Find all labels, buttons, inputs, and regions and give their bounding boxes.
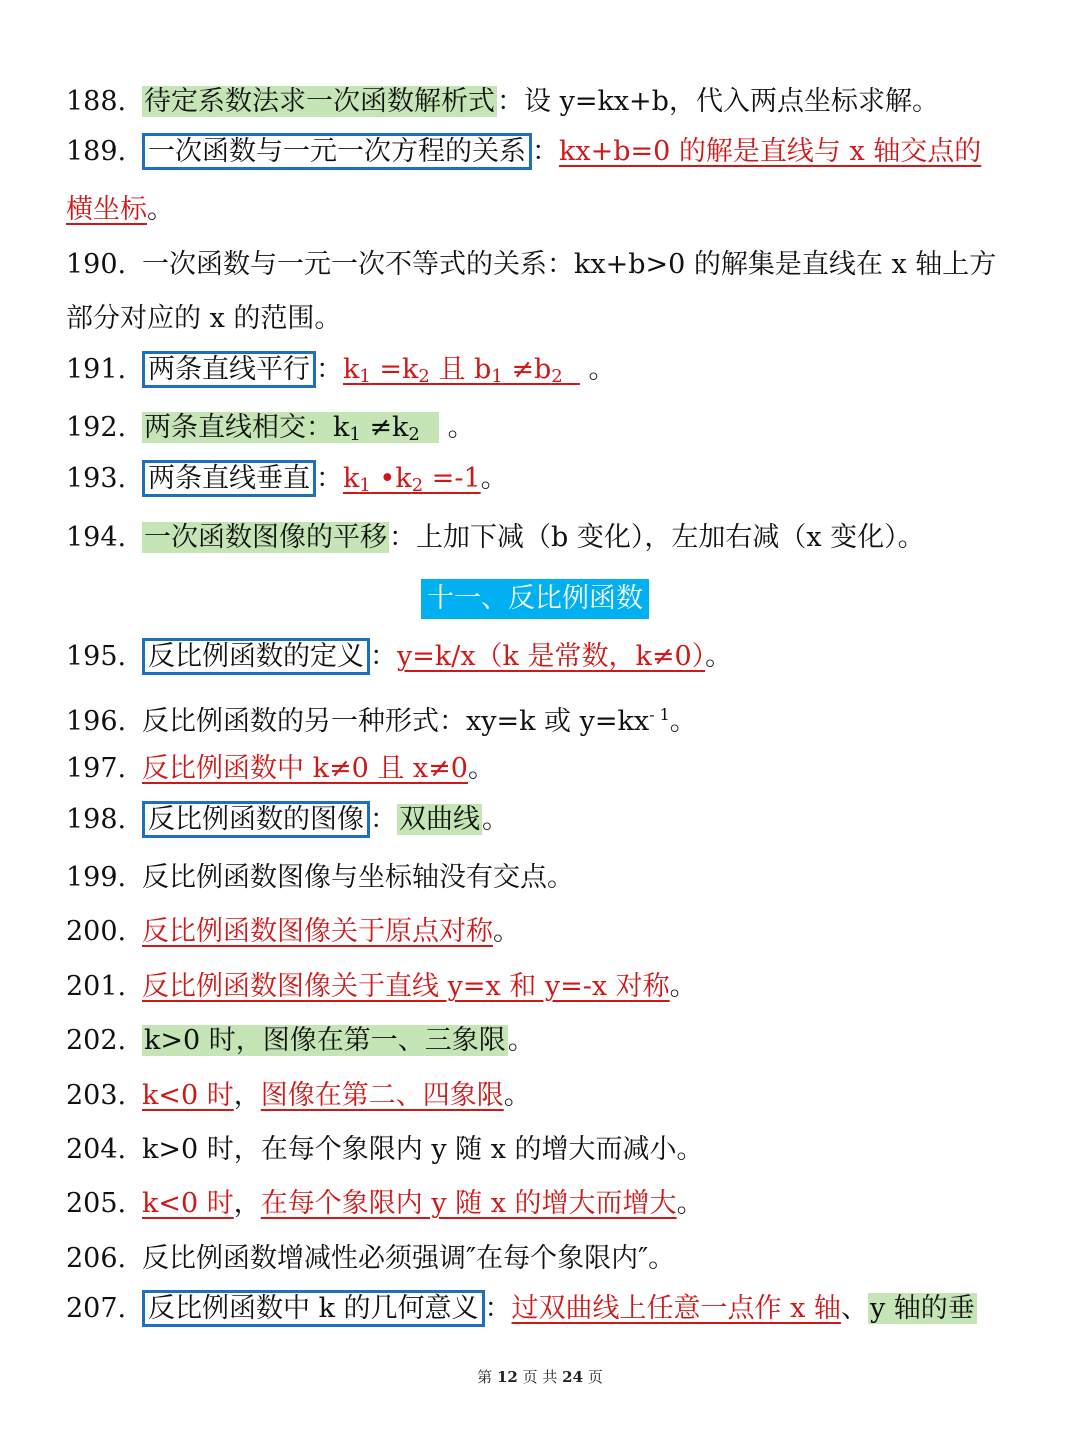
item-text: 反比例函数增减性必须强调″在每个象限内″。 [142, 1243, 676, 1274]
total-page-count: 24 [562, 1368, 584, 1386]
item-text: 。 [669, 971, 697, 1002]
highlight-term: y 轴的垂 [869, 1293, 975, 1324]
red-underlined-text: 反比例函数中 k≠0 且 x≠0 [142, 753, 468, 784]
item-number: 201. [66, 971, 127, 1002]
item-number: 203. [66, 1080, 127, 1111]
item-number: 196. [66, 706, 127, 737]
list-item-199 [66, 858, 574, 898]
list-item-192 [66, 408, 475, 448]
red-underlined-text: kx+b=0 的解是直线与 x 轴交点的 [559, 136, 982, 167]
item-number: 207. [66, 1293, 127, 1324]
boxed-term: 反比例函数中 k 的几何意义 [142, 1290, 485, 1327]
red-underlined-text: k<0 时 [142, 1188, 234, 1219]
red-underlined-formula: $k_1$ $•k_2 =-1$ [343, 463, 481, 496]
list-item-203 [66, 1076, 531, 1116]
item-text: 反比例函数图像与坐标轴没有交点。 [142, 862, 574, 893]
list-item-197 [66, 749, 495, 789]
item-text: ： [370, 641, 397, 672]
list-item-206 [66, 1239, 675, 1279]
red-underlined-text: 图像在第二、四象限 [260, 1080, 504, 1111]
red-underlined-text: 在每个象限内 y 随 x 的增大而增大 [260, 1188, 677, 1219]
item-number: 199. [66, 862, 127, 893]
item-number: 204. [66, 1134, 127, 1165]
list-item-207 [66, 1289, 977, 1329]
item-number: 188. [66, 86, 127, 117]
item-text: 。 [503, 1080, 531, 1111]
item-text: 。 [669, 706, 697, 737]
list-item-188 [66, 82, 939, 122]
item-text: ： [316, 463, 343, 494]
item-text: ： [316, 354, 343, 385]
boxed-term: 一次函数与一元一次方程的关系 [142, 133, 532, 170]
item-text: ： [484, 1293, 512, 1324]
list-item-191 [66, 350, 615, 390]
superscript: - 1 [649, 705, 670, 724]
item-number: 200. [66, 916, 127, 947]
item-text: 一次函数与一元一次不等式的关系：kx+b>0 的解集是直线在 x 轴上方 [142, 249, 997, 280]
list-item-196 [66, 695, 697, 735]
item-number: 190. [66, 249, 127, 280]
list-item-193 [66, 459, 508, 499]
boxed-term: 反比例函数的图像 [142, 801, 370, 838]
list-item-195 [66, 637, 732, 677]
item-text: ：设 y=kx+b，代入两点坐标求解。 [497, 86, 939, 117]
item-text: 。 [480, 463, 508, 494]
item-text: ： [532, 136, 559, 167]
footer-text: 页 [587, 1368, 603, 1386]
item-text: 。 [507, 1025, 535, 1056]
item-text: 。 [147, 194, 174, 225]
list-item-190-cont [66, 299, 341, 339]
item-text: ：上加下减（b 变化），左加右减（x 变化）。 [389, 522, 925, 553]
item-text: 反比例函数的另一种形式：xy=k 或 y=kx [142, 706, 650, 737]
red-underlined-text: 反比例函数图像关于直线 y=x 和 y=-x 对称 [142, 971, 670, 1002]
item-text: 。 [705, 641, 733, 672]
list-item-194 [66, 518, 925, 558]
item-text: ， [233, 1080, 261, 1111]
item-text: k>0 时，在每个象限内 y 随 x 的增大而减小。 [142, 1134, 704, 1165]
item-text: 。 [579, 354, 616, 385]
current-page-number: 12 [496, 1368, 518, 1386]
item-text: 。 [439, 412, 475, 443]
list-item-200 [66, 912, 520, 952]
highlight-term: 待定系数法求一次函数解析式 [144, 86, 495, 117]
item-number: 198. [66, 804, 127, 835]
highlight-term: 两条直线相交：$k_1 \ne k_2$ [142, 412, 439, 443]
list-item-198 [66, 800, 509, 840]
boxed-term: 反比例函数的定义 [142, 638, 370, 675]
item-number: 189. [66, 136, 127, 167]
item-text: 。 [467, 753, 495, 784]
item-number: 194. [66, 522, 127, 553]
item-text: 。 [493, 916, 520, 947]
boxed-term: 两条直线垂直 [142, 460, 316, 497]
red-underlined-text: k<0 时 [142, 1080, 234, 1111]
highlight-term: 一次函数图像的平移 [144, 522, 387, 553]
highlight-term: k>0 时，图像在第一、三象限 [144, 1025, 506, 1056]
item-number: 193. [66, 463, 127, 494]
red-underlined-formula: $k_1 =k_2$ 且 $b_1 \ne b_2$ [343, 354, 563, 387]
item-number: 191. [66, 354, 127, 385]
red-underlined-text: 反比例函数图像关于原点对称 [142, 916, 493, 947]
item-text: 。 [482, 804, 509, 835]
item-number: 195. [66, 641, 127, 672]
red-underlined-text: 横坐标 [66, 194, 147, 225]
item-number: 197. [66, 753, 127, 784]
boxed-term: 两条直线平行 [142, 351, 316, 388]
footer-text: 页 共 [522, 1368, 558, 1386]
page-footer [0, 1366, 1080, 1387]
section-heading: 十一、反比例函数 [421, 579, 649, 619]
list-item-205 [66, 1184, 704, 1224]
footer-text: 第 [477, 1368, 493, 1386]
item-text: 部分对应的 x 的范围。 [66, 303, 342, 334]
item-number: 192. [66, 412, 127, 443]
item-text: 。 [676, 1188, 704, 1219]
item-number: 202. [66, 1025, 127, 1056]
list-item-204 [66, 1130, 704, 1170]
list-item-189 [66, 132, 981, 172]
list-item-201 [66, 967, 697, 1007]
item-text: ， [233, 1188, 261, 1219]
item-text: ： [370, 804, 397, 835]
list-item-189-cont [66, 190, 174, 230]
list-item-190 [66, 245, 996, 285]
red-underlined-text: y=k/x（k 是常数，k≠0） [397, 641, 706, 672]
highlight-term: 双曲线 [399, 804, 480, 835]
item-number: 206. [66, 1243, 127, 1274]
item-number: 205. [66, 1188, 127, 1219]
red-underlined-text: 过双曲线上任意一点作 x 轴 [511, 1293, 841, 1324]
list-item-202 [66, 1021, 535, 1061]
item-text: 、 [840, 1293, 868, 1324]
